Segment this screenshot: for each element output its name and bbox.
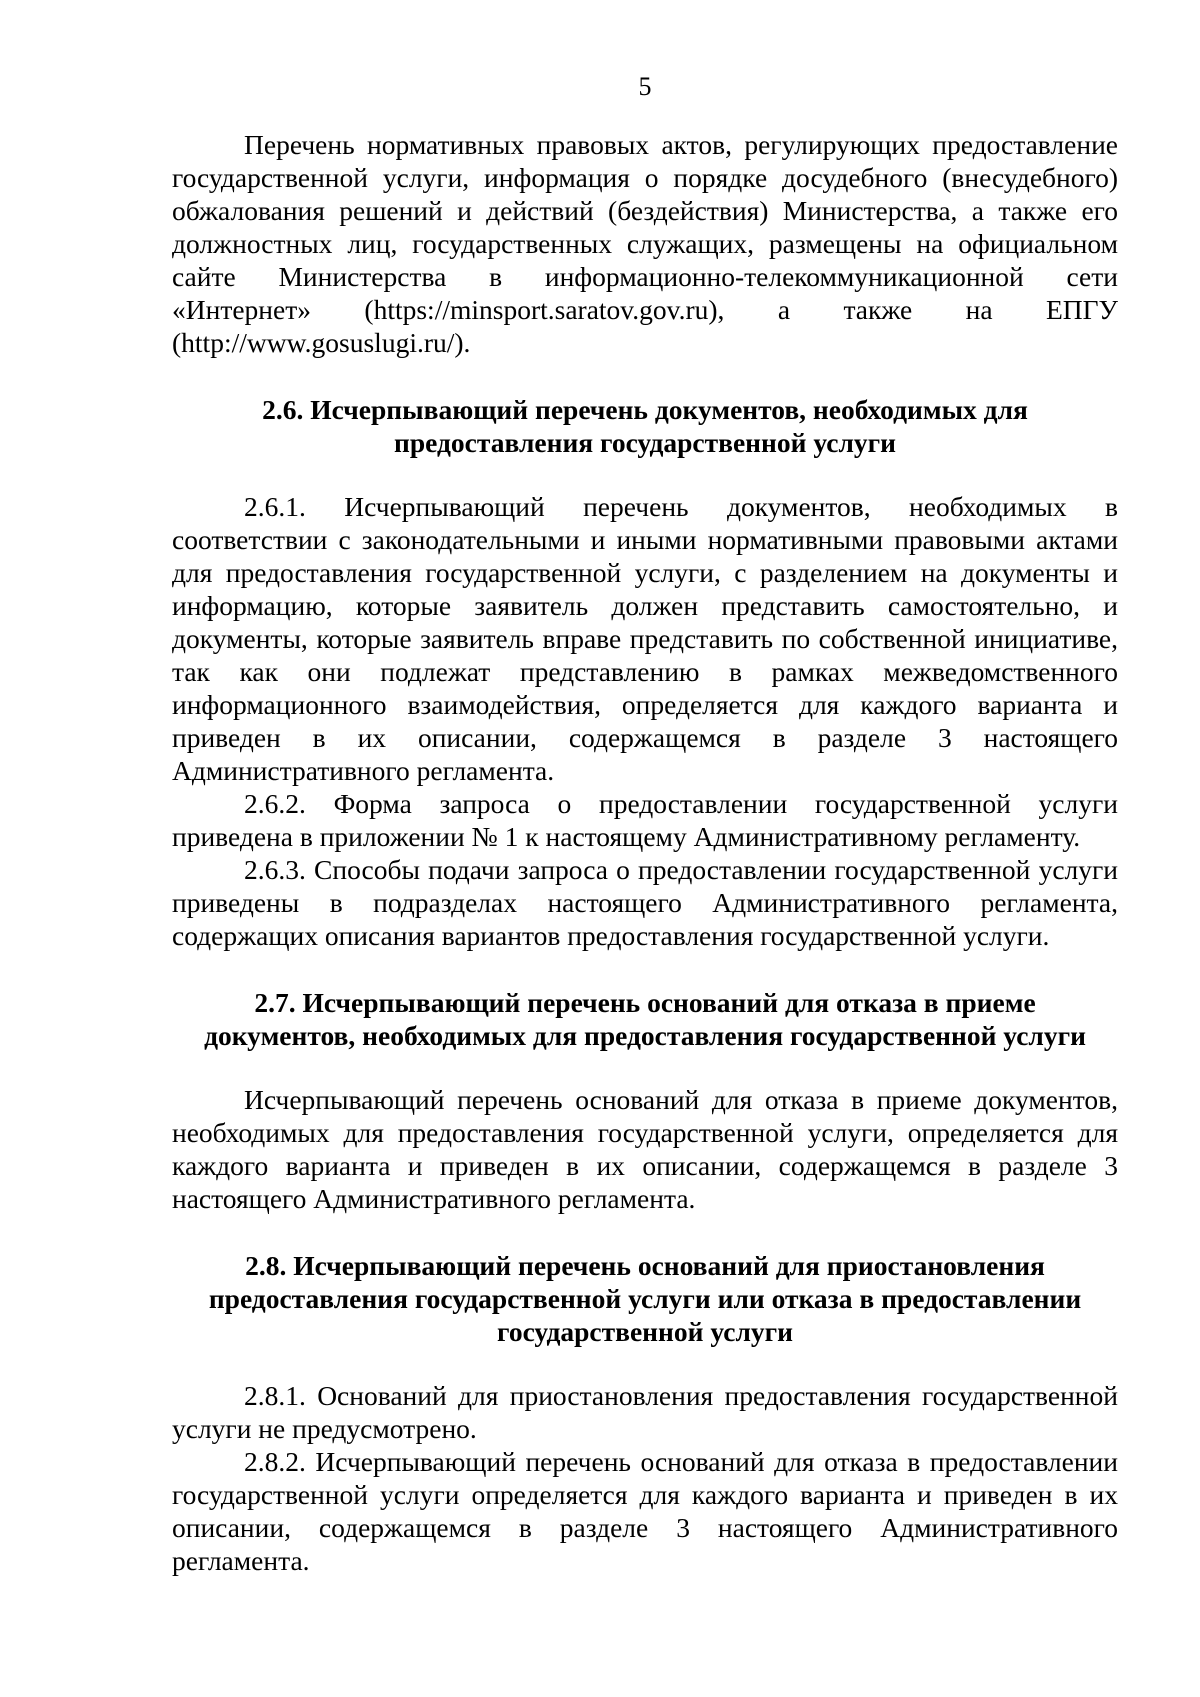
section-heading-2-7: 2.7. Исчерпывающий перечень оснований для отказа в приеме документов, необходимых для предоставления государственной услуги [204, 987, 1086, 1051]
section-heading-2-6: 2.6. Исчерпывающий перечень документов, необходимых для предоставления государственной услуги [262, 394, 1028, 458]
paragraph-2-6-2: 2.6.2. Форма запроса о предоставлении государственной услуги приведена в приложении № 1 к настоящему Административному регламенту. [172, 788, 1118, 852]
paragraph-2-8-2: 2.8.2. Исчерпывающий перечень оснований для отказа в предоставлении государственной услуги определяется для каждого варианта и приведен в их описании, содержащемся в разделе 3 настоящего Административного регламента. [172, 1446, 1118, 1576]
section-heading-2-8: 2.8. Исчерпывающий перечень оснований для приостановления предоставления государственной услуги или отказа в предоставлении государственной услуги [208, 1250, 1082, 1347]
paragraph-2-6-1: 2.6.1. Исчерпывающий перечень документов, необходимых в соответствии с законодательными и иными нормативными правовыми актами для предоставления государственной услуги, с разделением на документы и информацию, которые заявитель должен представить самостоятельно, и документы, которые заявитель вправе представить по собственной инициативе, так как они подлежат представлению в рамках межведомственного информационного взаимодействия, определяется для каждого варианта и приведен в их описании, содержащемся в разделе 3 настоящего Административного регламента. [172, 491, 1118, 786]
page-number: 5 [638, 72, 652, 101]
paragraph-legal-acts: Перечень нормативных правовых актов, регулирующих предоставление государственной услуги, информация о порядке досудебного (внесудебного) обжалования решений и действий (бездействия) Министерства, а также его должностных лиц, государственных служащих, размещены на официальном сайте Министерства в информационно-телекоммуникационной сети «Интернет» (https://minsport.saratov.gov.ru), а также на ЕПГУ (http://www.gosuslugi.ru/). [172, 129, 1118, 358]
paragraph-2-8-1: 2.8.1. Оснований для приостановления предоставления государственной услуги не предусмотрено. [172, 1380, 1118, 1444]
paragraph-2-7: Исчерпывающий перечень оснований для отказа в приеме документов, необходимых для предоставления государственной услуги, определяется для каждого варианта и приведен в их описании, содержащемся в разделе 3 настоящего Административного регламента. [172, 1084, 1118, 1214]
document-body [172, 128, 1118, 1577]
paragraph-2-6-3: 2.6.3. Способы подачи запроса о предоставлении государственной услуги приведены в подразделах настоящего Административного регламента, содержащих описания вариантов предоставления государственной услуги. [172, 854, 1118, 951]
